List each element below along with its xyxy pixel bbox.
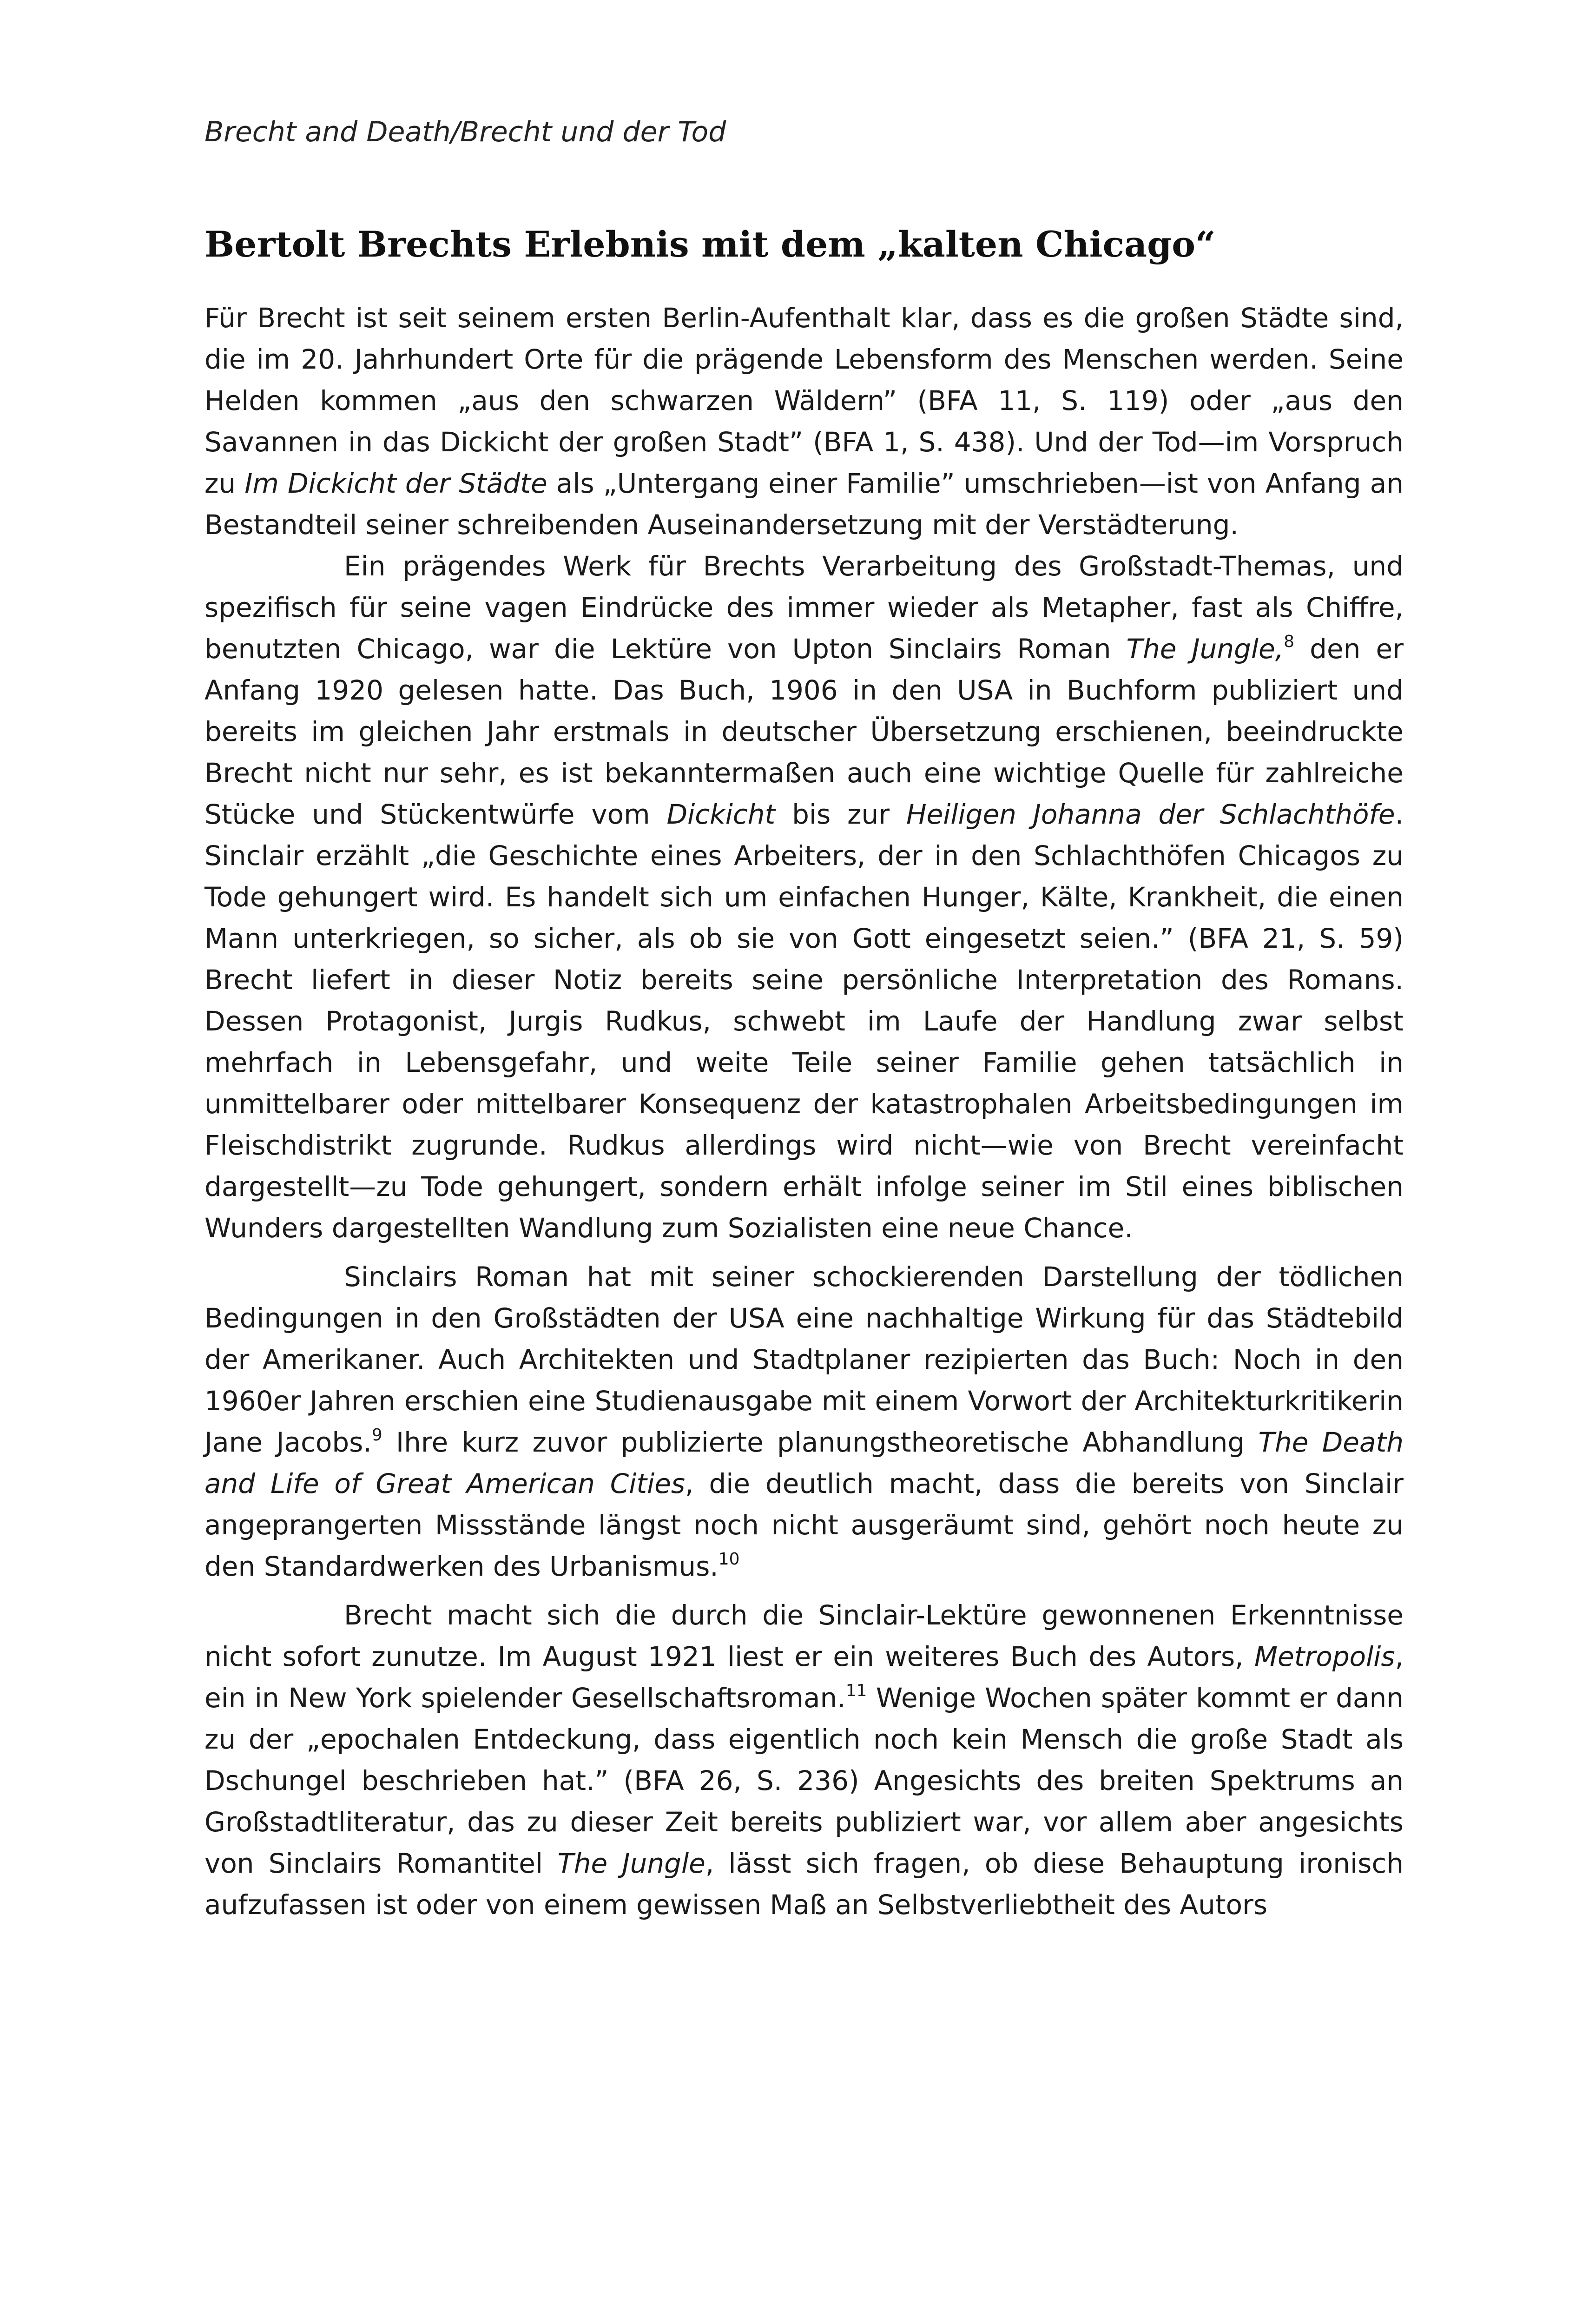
paragraph-1-text-1: Für Brecht ist seit seinem ersten Berlin-Aufenthalt klar, dass es die großen Städte sind, die im 20. Jahrhundert Orte für die prägende Lebensform des Menschen werden. Seine Helden kommen „aus den schwarzen Wäldern” (BFA 11, S. 119) oder „aus den Savannen in das Dickicht der großen Stadt” (BFA 1, S. 438). Und der Tod—im Vorspruch zu: [204, 302, 1404, 499]
running-head: Brecht and Death/Brecht und der Tod: [204, 116, 726, 148]
footnote-ref-8: 8: [1284, 632, 1295, 651]
paragraph-4-italic-2: The Jungle: [557, 1848, 705, 1879]
paragraph-2-text-1: Ein prägendes Werk für Brechts Verarbeitung des Großstadt-Themas, und spezifisch für seine vagen Eindrücke des immer wieder als Metapher, fast als Chiffre, benutzten Chicago, war die Lektüre von Upton Sinclairs Roman: [204, 550, 1404, 665]
paragraph-3-text-2: Ihre kurz zuvor publizierte planungstheoretische Abhandlung: [382, 1426, 1259, 1458]
paragraph-4-text-1: Brecht macht sich die durch die Sinclair-Lektüre gewonnenen Erkenntnisse nicht sofort zunutze. Im August 1921 liest er ein weiteres Buch des Autors,: [204, 1599, 1404, 1672]
paragraph-1: [204, 297, 1404, 546]
paragraph-4: [204, 1595, 1404, 1926]
paragraph-2-text-4: . Sinclair erzählt „die Geschichte eines Arbeiters, der in den Schlachthöfen Chicagos zu Tode gehungert wird. Es handelt sich um einfachen Hunger, Kälte, Krankheit, die einen Mann unterkriegen, so sicher, als ob sie von Gott eingesetzt seien.” (BFA 21, S. 59) Brecht liefert in dieser Notiz bereits seine persönliche Interpretation des Romans. Dessen Protagonist, Jurgis Rudkus, schwebt im Laufe der Handlung zwar selbst mehrfach in Lebensgefahr, und weite Teile seiner Familie gehen tatsächlich in unmittelbarer oder mittelbarer Konsequenz der katastrophalen Arbeitsbedingungen im Fleischdistrikt zugrunde. Rudkus allerdings wird nicht—wie von Brecht vereinfacht dargestellt—zu Tode gehungert, sondern erhält infolge seiner im Stil eines biblischen Wunders dargestellten Wandlung zum Sozialisten eine neue Chance.: [204, 799, 1404, 1244]
paragraph-4-italic-1: Metropolis: [1254, 1641, 1395, 1672]
paragraph-2-text-3: bis zur: [775, 799, 906, 830]
paragraph-2: [204, 546, 1404, 1249]
paragraph-1-italic-1: Im Dickicht der Städte: [244, 468, 547, 499]
footnote-ref-9: 9: [371, 1425, 382, 1445]
footnote-ref-10: 10: [718, 1549, 740, 1569]
paragraph-4-text-3: Wenige Wochen später kommt er dann zu der „epochalen Entdeckung, dass eigentlich noch kein Mensch die große Stadt als Dschungel beschrieben hat.” (BFA 26, S. 236) Angesichts des breiten Spektrums an Großstadtliteratur, das zu dieser Zeit bereits publiziert war, vor allem aber angesichts von Sinclairs Romantitel: [204, 1682, 1404, 1879]
paragraph-2-italic-1: The Jungle,: [1126, 633, 1284, 665]
paragraph-3-text-3: , die deutlich macht, dass die bereits von Sinclair angeprangerten Missstände längst noch nicht ausgeräumt sind, gehört noch heute zu den Standardwerken des Urbanismus.: [204, 1468, 1404, 1582]
paragraph-1-text-2: als „Untergang einer Familie” umschrieben—ist von Anfang an Bestandteil seiner schreibenden Auseinandersetzung mit der Verstädterung.: [204, 468, 1404, 541]
body-text: [204, 297, 1404, 1926]
chapter-title: Bertolt Brechts Erlebnis mit dem „kalten Chicago“: [204, 224, 1216, 265]
paragraph-3: [204, 1256, 1404, 1587]
paragraph-2-text-2: den er Anfang 1920 gelesen hatte. Das Buch, 1906 in den USA in Buchform publiziert und bereits im gleichen Jahr erstmals in deutscher Übersetzung erschienen, beeindruckte Brecht nicht nur sehr, es ist bekanntermаßen auch eine wichtige Quelle für zahlreiche Stücke und Stückentwürfe vom: [204, 633, 1404, 830]
paragraph-2-italic-2: Dickicht: [666, 799, 776, 830]
paragraph-4-text-2: , ein in New York spielender Gesellschaftsroman.: [204, 1641, 1404, 1714]
footnote-ref-11: 11: [845, 1681, 867, 1700]
paragraph-4-text-4: , lässt sich fragen, ob diese Behauptung ironisch aufzufassen ist oder von einem gewissen Maß an Selbstverliebtheit des Autors: [204, 1848, 1404, 1921]
paragraph-3-italic-1: The Death and Life of Great American Cities: [204, 1426, 1404, 1499]
paragraph-3-text-1: Sinclairs Roman hat mit seiner schockierenden Darstellung der tödlichen Bedingungen in den Großstädten der USA eine nachhaltige Wirkung für das Städtebild der Amerikaner. Auch Architekten und Stadtplaner rezipierten das Buch: Noch in den 1960er Jahren erschien eine Studienausgabe mit einem Vorwort der Architekturkritikerin Jane Jacobs.: [204, 1261, 1404, 1458]
paragraph-2-italic-3: Heiligen Johanna der Schlachthöfe: [906, 799, 1395, 830]
